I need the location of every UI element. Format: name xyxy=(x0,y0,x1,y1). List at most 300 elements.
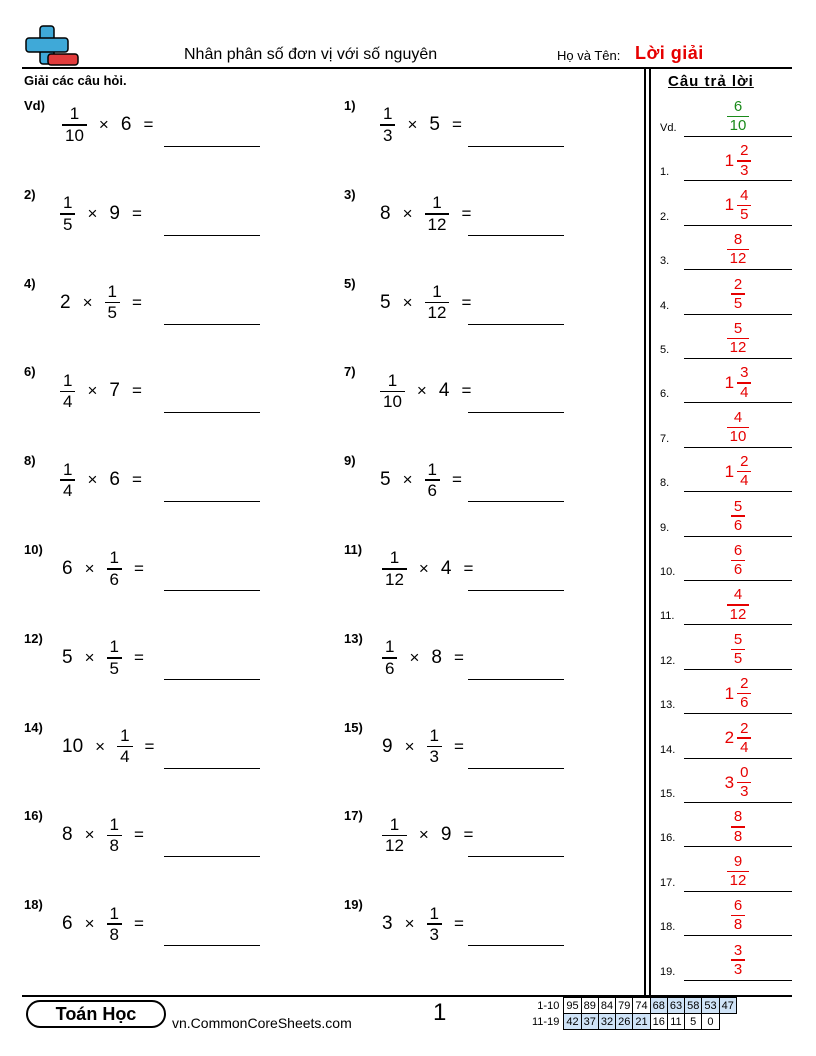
score-cell: 11 xyxy=(667,1014,684,1030)
answer-key-title: Câu trả lời xyxy=(668,73,754,90)
multiply-sign: × xyxy=(402,292,413,312)
answer-denominator: 5 xyxy=(733,650,743,668)
answer-item xyxy=(660,892,792,936)
answer-denominator: 4 xyxy=(740,383,749,401)
operand-whole: 8 xyxy=(431,646,442,668)
operand-whole: 5 xyxy=(429,114,440,135)
plus-minus-logo-icon xyxy=(22,24,82,68)
answer-fraction xyxy=(737,365,751,400)
operand-whole: 10 xyxy=(62,735,84,757)
problem-expression xyxy=(376,283,479,322)
answer-fraction xyxy=(727,854,750,889)
operand-numerator: 1 xyxy=(427,459,437,479)
multiply-sign: × xyxy=(404,914,415,934)
answer-denominator: 5 xyxy=(740,206,749,224)
problem xyxy=(344,275,479,328)
operand-numerator: 1 xyxy=(63,370,73,390)
operand-denominator: 5 xyxy=(109,658,119,678)
operand-denominator: 3 xyxy=(429,924,439,944)
answer-fraction xyxy=(731,809,745,844)
problem-expression xyxy=(58,638,152,677)
score-cell: 53 xyxy=(702,998,719,1014)
score-row-label: 1-10 xyxy=(537,999,560,1012)
operand-numerator: 1 xyxy=(387,370,398,390)
operand-denominator: 5 xyxy=(107,303,117,323)
problem-number: 10) xyxy=(24,542,43,557)
answer-label: 1. xyxy=(660,166,670,179)
answer-label: 18. xyxy=(660,921,676,934)
score-cell: 95 xyxy=(564,998,581,1014)
operand-fraction xyxy=(382,816,407,855)
answer-label: 16. xyxy=(660,832,676,845)
answer-numerator: 2 xyxy=(733,275,743,293)
answer-numerator: 8 xyxy=(733,808,743,826)
answer-label: 15. xyxy=(660,788,676,800)
operand-denominator: 8 xyxy=(109,836,119,856)
answer-numerator: 3 xyxy=(740,364,749,382)
answer-label: 7. xyxy=(660,432,670,445)
problem-expression xyxy=(58,816,152,855)
problem xyxy=(24,899,152,949)
answer-denominator: 3 xyxy=(740,783,749,801)
answer-fraction xyxy=(731,543,745,578)
page-number: 1 xyxy=(433,999,447,1026)
answer-numerator: 4 xyxy=(733,586,743,604)
answer-blank[interactable] xyxy=(468,412,564,413)
problem xyxy=(344,810,481,860)
answer-fraction xyxy=(727,321,750,356)
answer-item xyxy=(660,626,792,670)
answer-numerator: 6 xyxy=(733,897,743,915)
problem xyxy=(344,186,479,239)
problem xyxy=(24,630,152,683)
problem xyxy=(344,899,472,949)
score-table xyxy=(530,997,737,1030)
operand-numerator: 1 xyxy=(109,814,119,834)
answer-label: 2. xyxy=(660,210,670,223)
operand-numerator: 1 xyxy=(432,193,442,213)
operand-denominator: 12 xyxy=(427,303,447,323)
answer-numerator: 5 xyxy=(733,320,743,337)
answer-denominator: 6 xyxy=(733,516,743,534)
answer-item xyxy=(660,448,792,492)
equals-sign: = xyxy=(453,647,464,667)
problem xyxy=(344,630,472,683)
answer-value xyxy=(684,99,792,134)
operand-whole: 5 xyxy=(380,291,391,313)
answer-numerator: 4 xyxy=(740,186,749,204)
operand-fraction xyxy=(60,194,75,233)
answer-blank[interactable] xyxy=(164,412,260,413)
operand-numerator: 1 xyxy=(429,726,439,745)
problem-number: 12) xyxy=(24,630,43,646)
operand-whole: 8 xyxy=(62,824,73,846)
score-cell: 5 xyxy=(685,1014,702,1030)
score-cell: 0 xyxy=(702,1014,719,1030)
answer-value xyxy=(684,587,792,622)
problem-number: 17) xyxy=(344,808,363,824)
multiply-sign: × xyxy=(82,292,93,312)
answer-numerator: 2 xyxy=(740,142,749,160)
answer-label: 5. xyxy=(660,344,670,356)
problem-expression xyxy=(56,372,150,411)
answer-label: 13. xyxy=(660,699,676,712)
problem-number: 19) xyxy=(344,897,363,913)
problem-expression xyxy=(378,727,472,766)
answer-denominator: 8 xyxy=(733,916,743,934)
answer-blank[interactable] xyxy=(164,590,260,591)
problem xyxy=(24,275,150,328)
equals-sign: = xyxy=(451,115,462,134)
equals-sign: = xyxy=(133,647,144,667)
answer-label: 4. xyxy=(660,299,670,312)
equals-sign: = xyxy=(131,381,142,401)
operand-numerator: 1 xyxy=(389,814,400,834)
problem xyxy=(344,100,470,150)
operand-whole: 4 xyxy=(440,558,452,579)
answer-blank[interactable] xyxy=(468,679,564,680)
problem-expression xyxy=(378,905,472,944)
operand-numerator: 1 xyxy=(109,548,119,568)
answer-whole: 1 xyxy=(724,461,735,481)
answer-item xyxy=(660,581,792,625)
answer-item xyxy=(660,670,792,714)
answer-blank[interactable] xyxy=(468,856,564,857)
problem-number: 7) xyxy=(344,364,356,380)
answer-value xyxy=(684,854,792,889)
score-cell: 37 xyxy=(581,1014,598,1030)
answer-fraction xyxy=(737,454,751,489)
answer-label: 6. xyxy=(660,388,670,401)
equals-sign: = xyxy=(453,914,464,934)
equals-sign: = xyxy=(451,470,462,490)
multiply-sign: × xyxy=(84,825,95,845)
problem-number: 16) xyxy=(24,808,43,824)
answer-value xyxy=(684,943,792,978)
problem-number: 1) xyxy=(344,98,356,113)
answer-denominator: 12 xyxy=(729,605,747,623)
instructions: Giải các câu hỏi. xyxy=(24,73,127,88)
name-value: Lời giải xyxy=(635,43,704,63)
answer-value xyxy=(684,721,792,756)
problem-expression xyxy=(378,549,481,588)
answer-fraction xyxy=(731,632,745,667)
operand-numerator: 1 xyxy=(385,637,395,657)
operand-whole: 9 xyxy=(382,735,393,757)
operand-whole: 9 xyxy=(440,824,452,846)
score-cell: 79 xyxy=(616,998,633,1014)
answer-denominator: 10 xyxy=(729,117,747,135)
answer-blank[interactable] xyxy=(468,146,564,147)
answer-item xyxy=(660,315,792,359)
score-cell: 21 xyxy=(633,1014,650,1030)
problem xyxy=(24,366,150,416)
problem xyxy=(24,544,152,594)
answer-denominator: 5 xyxy=(733,294,743,312)
answer-fraction xyxy=(731,499,745,534)
answer-whole: 3 xyxy=(724,772,735,792)
problem-number: 3) xyxy=(344,186,356,202)
problem-number: 8) xyxy=(24,453,36,469)
operand-fraction xyxy=(380,105,395,144)
answer-label: 17. xyxy=(660,876,676,889)
answer-numerator: 9 xyxy=(733,852,743,870)
problem xyxy=(344,544,481,594)
answer-numerator: 2 xyxy=(740,453,749,471)
equals-sign: = xyxy=(133,559,144,578)
operand-whole: 2 xyxy=(60,291,71,313)
answer-value xyxy=(684,898,792,933)
operand-fraction xyxy=(60,372,75,411)
answer-blank[interactable] xyxy=(468,945,564,946)
operand-denominator: 6 xyxy=(385,658,395,678)
operand-whole: 5 xyxy=(62,646,73,668)
score-row xyxy=(530,998,736,1014)
answer-numerator: 5 xyxy=(733,630,743,648)
answer-denominator: 10 xyxy=(729,428,747,446)
answer-value xyxy=(684,543,792,578)
problem-expression xyxy=(58,105,161,144)
multiply-sign: × xyxy=(404,736,415,756)
answer-item xyxy=(660,226,792,270)
answer-blank[interactable] xyxy=(468,235,564,236)
answer-value xyxy=(684,676,792,711)
answer-item xyxy=(660,715,792,759)
problem xyxy=(24,186,150,239)
score-cell: 26 xyxy=(616,1014,633,1030)
operand-whole: 8 xyxy=(380,202,391,224)
answer-item xyxy=(660,493,792,537)
score-cell: 58 xyxy=(685,998,702,1014)
answer-value xyxy=(684,232,792,267)
equals-sign: = xyxy=(133,914,144,934)
operand-whole: 5 xyxy=(380,469,391,491)
problem xyxy=(344,366,479,416)
answer-numerator: 6 xyxy=(733,98,743,115)
operand-numerator: 1 xyxy=(63,459,73,479)
answer-item xyxy=(660,182,792,226)
answer-blank[interactable] xyxy=(164,324,260,325)
problem-number: 11) xyxy=(344,542,363,557)
answer-blank[interactable] xyxy=(164,146,260,147)
score-cell: 74 xyxy=(633,998,650,1014)
operand-fraction xyxy=(105,283,120,322)
multiply-sign: × xyxy=(402,470,413,490)
score-row xyxy=(530,1014,736,1030)
brand-badge: Toán Học xyxy=(26,1000,166,1028)
answer-value xyxy=(684,277,792,312)
answer-whole: 1 xyxy=(724,683,735,703)
worksheet-title: Nhân phân số đơn vị với số nguyên xyxy=(184,46,438,63)
problem-number: Vd) xyxy=(24,98,45,113)
operand-fraction xyxy=(107,638,122,677)
answer-line xyxy=(684,980,792,981)
problem xyxy=(24,455,150,505)
operand-fraction xyxy=(382,549,407,588)
problem-number: 13) xyxy=(344,630,363,646)
operand-numerator: 1 xyxy=(109,903,119,923)
problem-number: 14) xyxy=(24,719,43,735)
answer-denominator: 6 xyxy=(733,561,743,579)
answer-value xyxy=(684,143,792,178)
answer-denominator: 12 xyxy=(729,339,747,357)
problem-expression xyxy=(376,105,470,144)
answer-item xyxy=(660,271,792,315)
problem-number: 9) xyxy=(344,453,356,469)
operand-denominator: 4 xyxy=(120,747,130,767)
operand-denominator: 6 xyxy=(109,569,119,589)
answer-label: 12. xyxy=(660,654,676,667)
answer-blank[interactable] xyxy=(468,501,564,502)
equals-sign: = xyxy=(463,825,474,845)
operand-fraction xyxy=(60,461,75,500)
operand-whole: 7 xyxy=(109,380,120,402)
answer-whole: 1 xyxy=(724,372,735,392)
answer-item xyxy=(660,759,792,803)
operand-fraction xyxy=(117,727,132,766)
equals-sign: = xyxy=(461,381,472,401)
multiply-sign: × xyxy=(418,559,429,578)
answer-blank[interactable] xyxy=(164,679,260,680)
operand-numerator: 1 xyxy=(429,903,439,923)
answer-numerator: 6 xyxy=(733,542,743,559)
operand-whole: 6 xyxy=(120,114,132,135)
operand-whole: 6 xyxy=(62,558,73,579)
answer-numerator: 2 xyxy=(740,675,749,693)
answer-denominator: 12 xyxy=(729,250,747,268)
problem xyxy=(24,100,161,150)
problem-expression xyxy=(56,283,150,322)
answer-fraction xyxy=(731,943,745,978)
answer-blank[interactable] xyxy=(164,501,260,502)
operand-numerator: 1 xyxy=(432,282,442,301)
problem-expression xyxy=(58,549,152,588)
operand-fraction xyxy=(107,549,122,588)
answer-fraction xyxy=(731,898,745,933)
answer-label: 3. xyxy=(660,255,670,268)
answer-item xyxy=(660,803,792,847)
answer-blank[interactable] xyxy=(468,324,564,325)
operand-fraction xyxy=(107,905,122,944)
answer-label: 9. xyxy=(660,521,670,534)
equals-sign: = xyxy=(453,736,464,756)
multiply-sign: × xyxy=(84,914,95,934)
answer-item xyxy=(660,537,792,581)
problem-expression xyxy=(58,905,152,944)
answer-whole: 1 xyxy=(724,150,735,170)
operand-numerator: 1 xyxy=(109,637,119,657)
answer-numerator: 5 xyxy=(733,497,743,515)
operand-denominator: 3 xyxy=(383,125,393,145)
answer-blank[interactable] xyxy=(164,945,260,946)
problem-number: 2) xyxy=(24,186,36,202)
answer-label: 14. xyxy=(660,743,676,756)
operand-numerator: 1 xyxy=(120,726,130,745)
equals-sign: = xyxy=(143,115,154,134)
problem-number: 4) xyxy=(24,275,36,291)
answer-value xyxy=(684,365,792,400)
equals-sign: = xyxy=(131,203,142,223)
answer-value xyxy=(684,321,792,356)
answer-label: 11. xyxy=(660,610,675,623)
answer-blank[interactable] xyxy=(468,768,564,769)
score-cell: 42 xyxy=(564,1014,581,1030)
operand-fraction xyxy=(62,105,87,144)
answer-blank[interactable] xyxy=(164,235,260,236)
answer-denominator: 3 xyxy=(733,960,743,978)
answer-item xyxy=(660,848,792,892)
answer-denominator: 3 xyxy=(740,161,749,179)
problem-number: 6) xyxy=(24,364,36,380)
operand-whole: 4 xyxy=(438,380,450,402)
problem xyxy=(344,455,470,505)
answer-denominator: 4 xyxy=(740,738,749,756)
operand-denominator: 10 xyxy=(383,392,402,412)
answer-fraction xyxy=(737,676,751,711)
operand-numerator: 1 xyxy=(63,193,73,213)
multiply-sign: × xyxy=(98,115,109,134)
problem-expression xyxy=(378,638,472,677)
problem-number: 15) xyxy=(344,719,363,735)
operand-fraction xyxy=(425,461,440,500)
answer-numerator: 2 xyxy=(740,719,749,737)
multiply-sign: × xyxy=(409,647,420,667)
score-cell: 16 xyxy=(650,1014,667,1030)
site-url: vn.CommonCoreSheets.com xyxy=(172,1015,352,1031)
answer-item xyxy=(660,937,792,981)
problem-number: 5) xyxy=(344,275,356,291)
problem xyxy=(344,719,472,772)
operand-whole: 6 xyxy=(109,469,120,491)
answer-fraction xyxy=(731,277,745,312)
score-cell: 32 xyxy=(598,1014,615,1030)
operand-denominator: 3 xyxy=(429,747,439,767)
operand-denominator: 10 xyxy=(65,125,84,145)
answer-item xyxy=(660,93,792,137)
multiply-sign: × xyxy=(407,115,418,134)
answer-column-divider xyxy=(644,68,646,996)
operand-fraction xyxy=(382,638,397,677)
operand-fraction xyxy=(425,283,450,322)
score-cell: 89 xyxy=(581,998,598,1014)
answer-blank[interactable] xyxy=(164,768,260,769)
answer-blank[interactable] xyxy=(164,856,260,857)
answer-item xyxy=(660,404,792,448)
answer-value xyxy=(684,632,792,667)
answer-label: Vd. xyxy=(660,122,677,134)
operand-whole: 6 xyxy=(62,913,73,935)
equals-sign: = xyxy=(461,203,472,223)
answer-blank[interactable] xyxy=(468,590,564,591)
equals-sign: = xyxy=(133,825,144,845)
problem-expression xyxy=(378,816,481,855)
name-label: Họ và Tên: xyxy=(557,48,621,63)
answer-label: 8. xyxy=(660,477,670,490)
multiply-sign: × xyxy=(84,559,95,578)
answer-value xyxy=(684,765,792,800)
equals-sign: = xyxy=(463,559,474,578)
answer-fraction xyxy=(727,232,750,267)
equals-sign: = xyxy=(131,470,142,490)
operand-denominator: 8 xyxy=(109,924,119,944)
operand-numerator: 1 xyxy=(69,104,80,124)
equals-sign: = xyxy=(461,292,472,312)
answer-numerator: 8 xyxy=(733,231,743,249)
answer-item xyxy=(660,359,792,403)
problem-expression xyxy=(376,372,479,411)
answer-denominator: 6 xyxy=(740,694,749,712)
answer-denominator: 8 xyxy=(733,827,743,845)
